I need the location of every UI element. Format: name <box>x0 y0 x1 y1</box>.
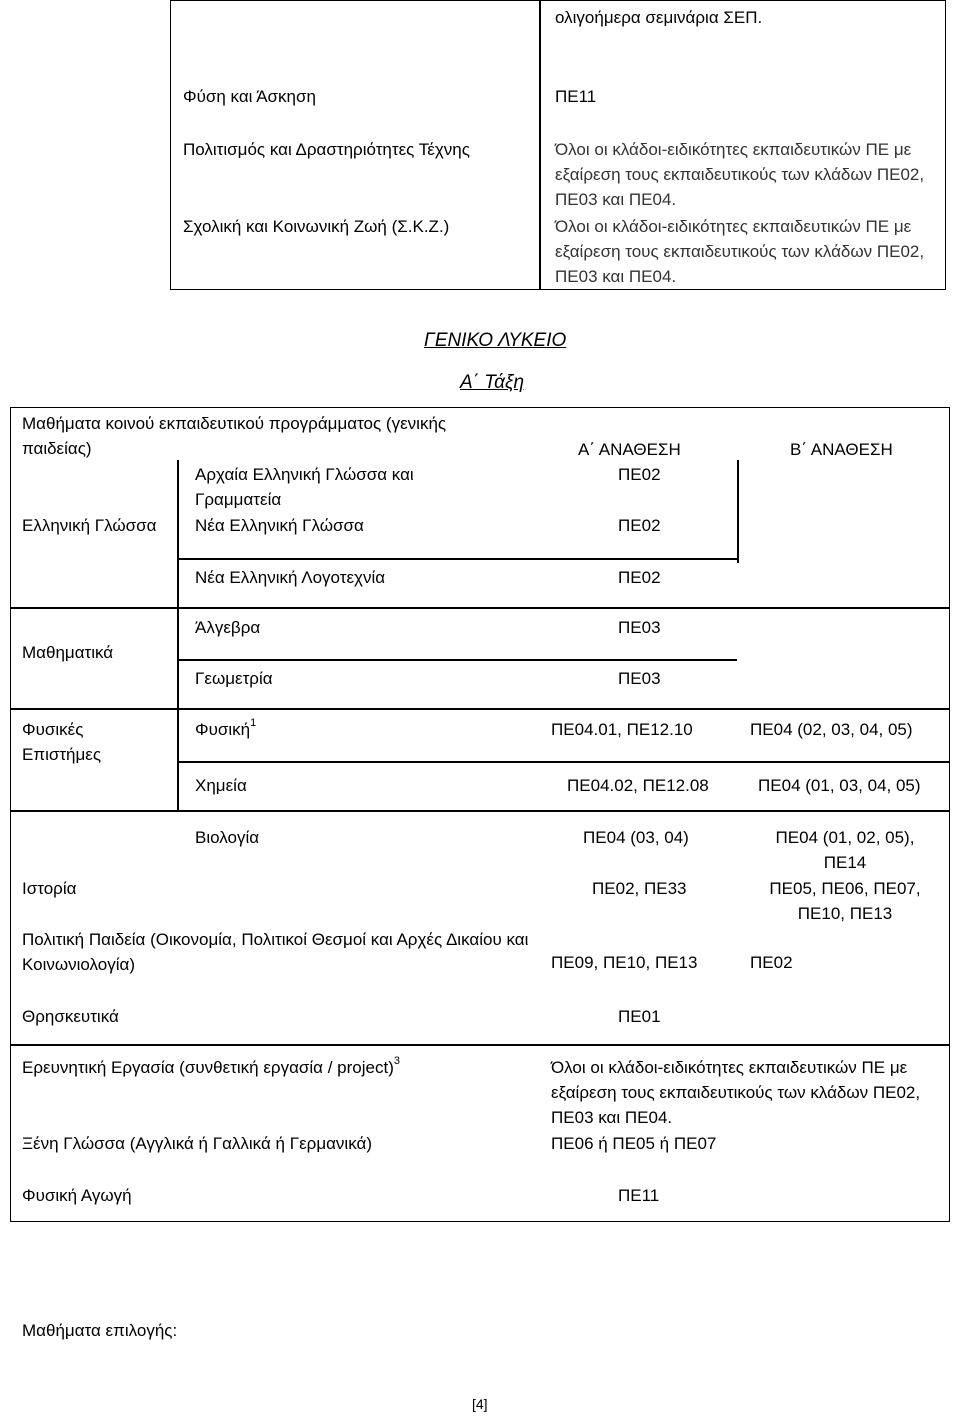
science-r2-b: ΠΕ04 (01, 03, 04, 05) <box>758 776 921 795</box>
row-sep-inner <box>177 558 737 560</box>
electives-label: Μαθήματα επιλογής: <box>22 1321 178 1340</box>
science-r2-a: ΠΕ04.02, ΠΕ12.08 <box>567 776 709 795</box>
research-a: Όλοι οι κλάδοι-ειδικότητες εκπαιδευτικών ΠΕ με εξαίρεση τους εκπαιδευτικούς των κλάδων ΠΕ02, ΠΕ03 και ΠΕ04. <box>551 1058 921 1127</box>
greek-r1-name: Αρχαία Ελληνική Γλώσσα και Γραμματεία <box>195 465 414 509</box>
footnote-1: 1 <box>250 717 257 730</box>
greek-r3-name: Νέα Ελληνική Λογοτεχνία <box>195 568 386 587</box>
top-row1-left: Φύση και Άσκηση <box>183 87 316 106</box>
row-sep-science <box>10 810 950 812</box>
row-sep-greek <box>10 607 950 609</box>
greek-r2-name: Νέα Ελληνική Γλώσσα <box>195 516 364 535</box>
greek-group: Ελληνική Γλώσσα <box>22 516 157 535</box>
research-name: Ερευνητική Εργασία (συνθετική εργασία / project)$^3$ <box>22 1055 400 1077</box>
main-col-divider <box>177 460 179 810</box>
science-group: Φυσικές Επιστήμες <box>22 720 102 764</box>
top-row2-left: Πολιτισμός και Δραστηριότητες Τέχνης <box>183 140 470 159</box>
science-r1-b: ΠΕ04 (02, 03, 04, 05) <box>750 720 913 739</box>
header-second-assignment: Β΄ ΑΝΑΘΕΣΗ <box>790 440 893 459</box>
top-row3-right: Όλοι οι κλάδοι-ειδικότητες εκπαιδευτικών ΠΕ με εξαίρεση τους εκπαιδευτικούς των κλάδων ΠΕ02, ΠΕ03 και ΠΕ04. <box>555 217 925 286</box>
school-heading: ΓΕΝΙΚΟ ΛΥΚΕΙΟ <box>424 330 567 351</box>
math-r1-a: ΠΕ03 <box>618 618 661 637</box>
footnote-3: 3 <box>393 1055 400 1068</box>
greek-r1-a: ΠΕ02 <box>618 465 661 484</box>
top-row2-right: Όλοι οι κλάδοι-ειδικότητες εκπαιδευτικών ΠΕ με εξαίρεση τους εκπαιδευτικούς των κλάδων ΠΕ02, ΠΕ03 και ΠΕ04. <box>555 140 925 209</box>
header-first-assignment: Α΄ ΑΝΑΘΕΣΗ <box>578 440 681 459</box>
civics-a: ΠΕ09, ΠΕ10, ΠΕ13 <box>551 953 698 972</box>
greek-r2-a: ΠΕ02 <box>618 516 661 535</box>
header-subjects: Μαθήματα κοινού εκπαιδευτικού προγράμματος (γενικής παιδείας) <box>22 414 447 458</box>
religion-name: Θρησκευτικά <box>22 1007 119 1026</box>
greek-r3-a: ΠΕ02 <box>618 568 661 587</box>
math-r2-name: Γεωμετρία <box>195 669 273 688</box>
science-r3-name: Βιολογία <box>195 828 260 847</box>
pe-a: ΠΕ11 <box>618 1186 660 1205</box>
science-r3-a: ΠΕ04 (03, 04) <box>583 828 689 847</box>
top-table-divider <box>539 0 541 290</box>
history-name: Ιστορία <box>22 879 77 898</box>
row-sep-math <box>10 708 950 710</box>
science-r2-name: Χημεία <box>195 776 247 795</box>
religion-a: ΠΕ01 <box>618 1007 661 1026</box>
foreign-name: Ξένη Γλώσσα (Αγγλικά ή Γαλλικά ή Γερμανικά) <box>22 1134 372 1153</box>
math-r2-a: ΠΕ03 <box>618 669 661 688</box>
row-sep-inner-3 <box>177 761 950 763</box>
row-sep-religion <box>10 1044 950 1046</box>
top-row0-right: ολιγοήμερα σεμινάρια ΣΕΠ. <box>555 8 763 27</box>
science-r1-name: Φυσική$^1$ <box>195 717 257 739</box>
top-row3-left: Σχολική και Κοινωνική Ζωή (Σ.Κ.Ζ.) <box>183 217 450 236</box>
foreign-a: ΠΕ06 ή ΠΕ05 ή ΠΕ07 <box>551 1134 717 1153</box>
science-r1-a: ΠΕ04.01, ΠΕ12.10 <box>551 720 693 739</box>
top-row1-right: ΠΕ11 <box>555 87 597 106</box>
history-a: ΠΕ02, ΠΕ33 <box>592 879 687 898</box>
row-sep-inner-2 <box>177 659 737 661</box>
pe-name: Φυσική Αγωγή <box>22 1186 132 1205</box>
science-r3-b: ΠΕ04 (01, 02, 05), ΠΕ14 <box>775 828 915 872</box>
civics-b: ΠΕ02 <box>750 953 793 972</box>
main-col-divider-2 <box>737 460 739 563</box>
page-number: [4] <box>472 1396 488 1412</box>
math-r1-name: Άλγεβρα <box>195 618 261 637</box>
grade-heading: Α΄ Τάξη <box>460 372 525 393</box>
history-b: ΠΕ05, ΠΕ06, ΠΕ07, ΠΕ10, ΠΕ13 <box>769 879 921 923</box>
civics-name: Πολιτική Παιδεία (Οικονομία, Πολιτικοί Θεσμοί και Αρχές Δικαίου και Κοινωνιολογία) <box>22 930 529 974</box>
math-group: Μαθηματικά <box>22 643 114 662</box>
